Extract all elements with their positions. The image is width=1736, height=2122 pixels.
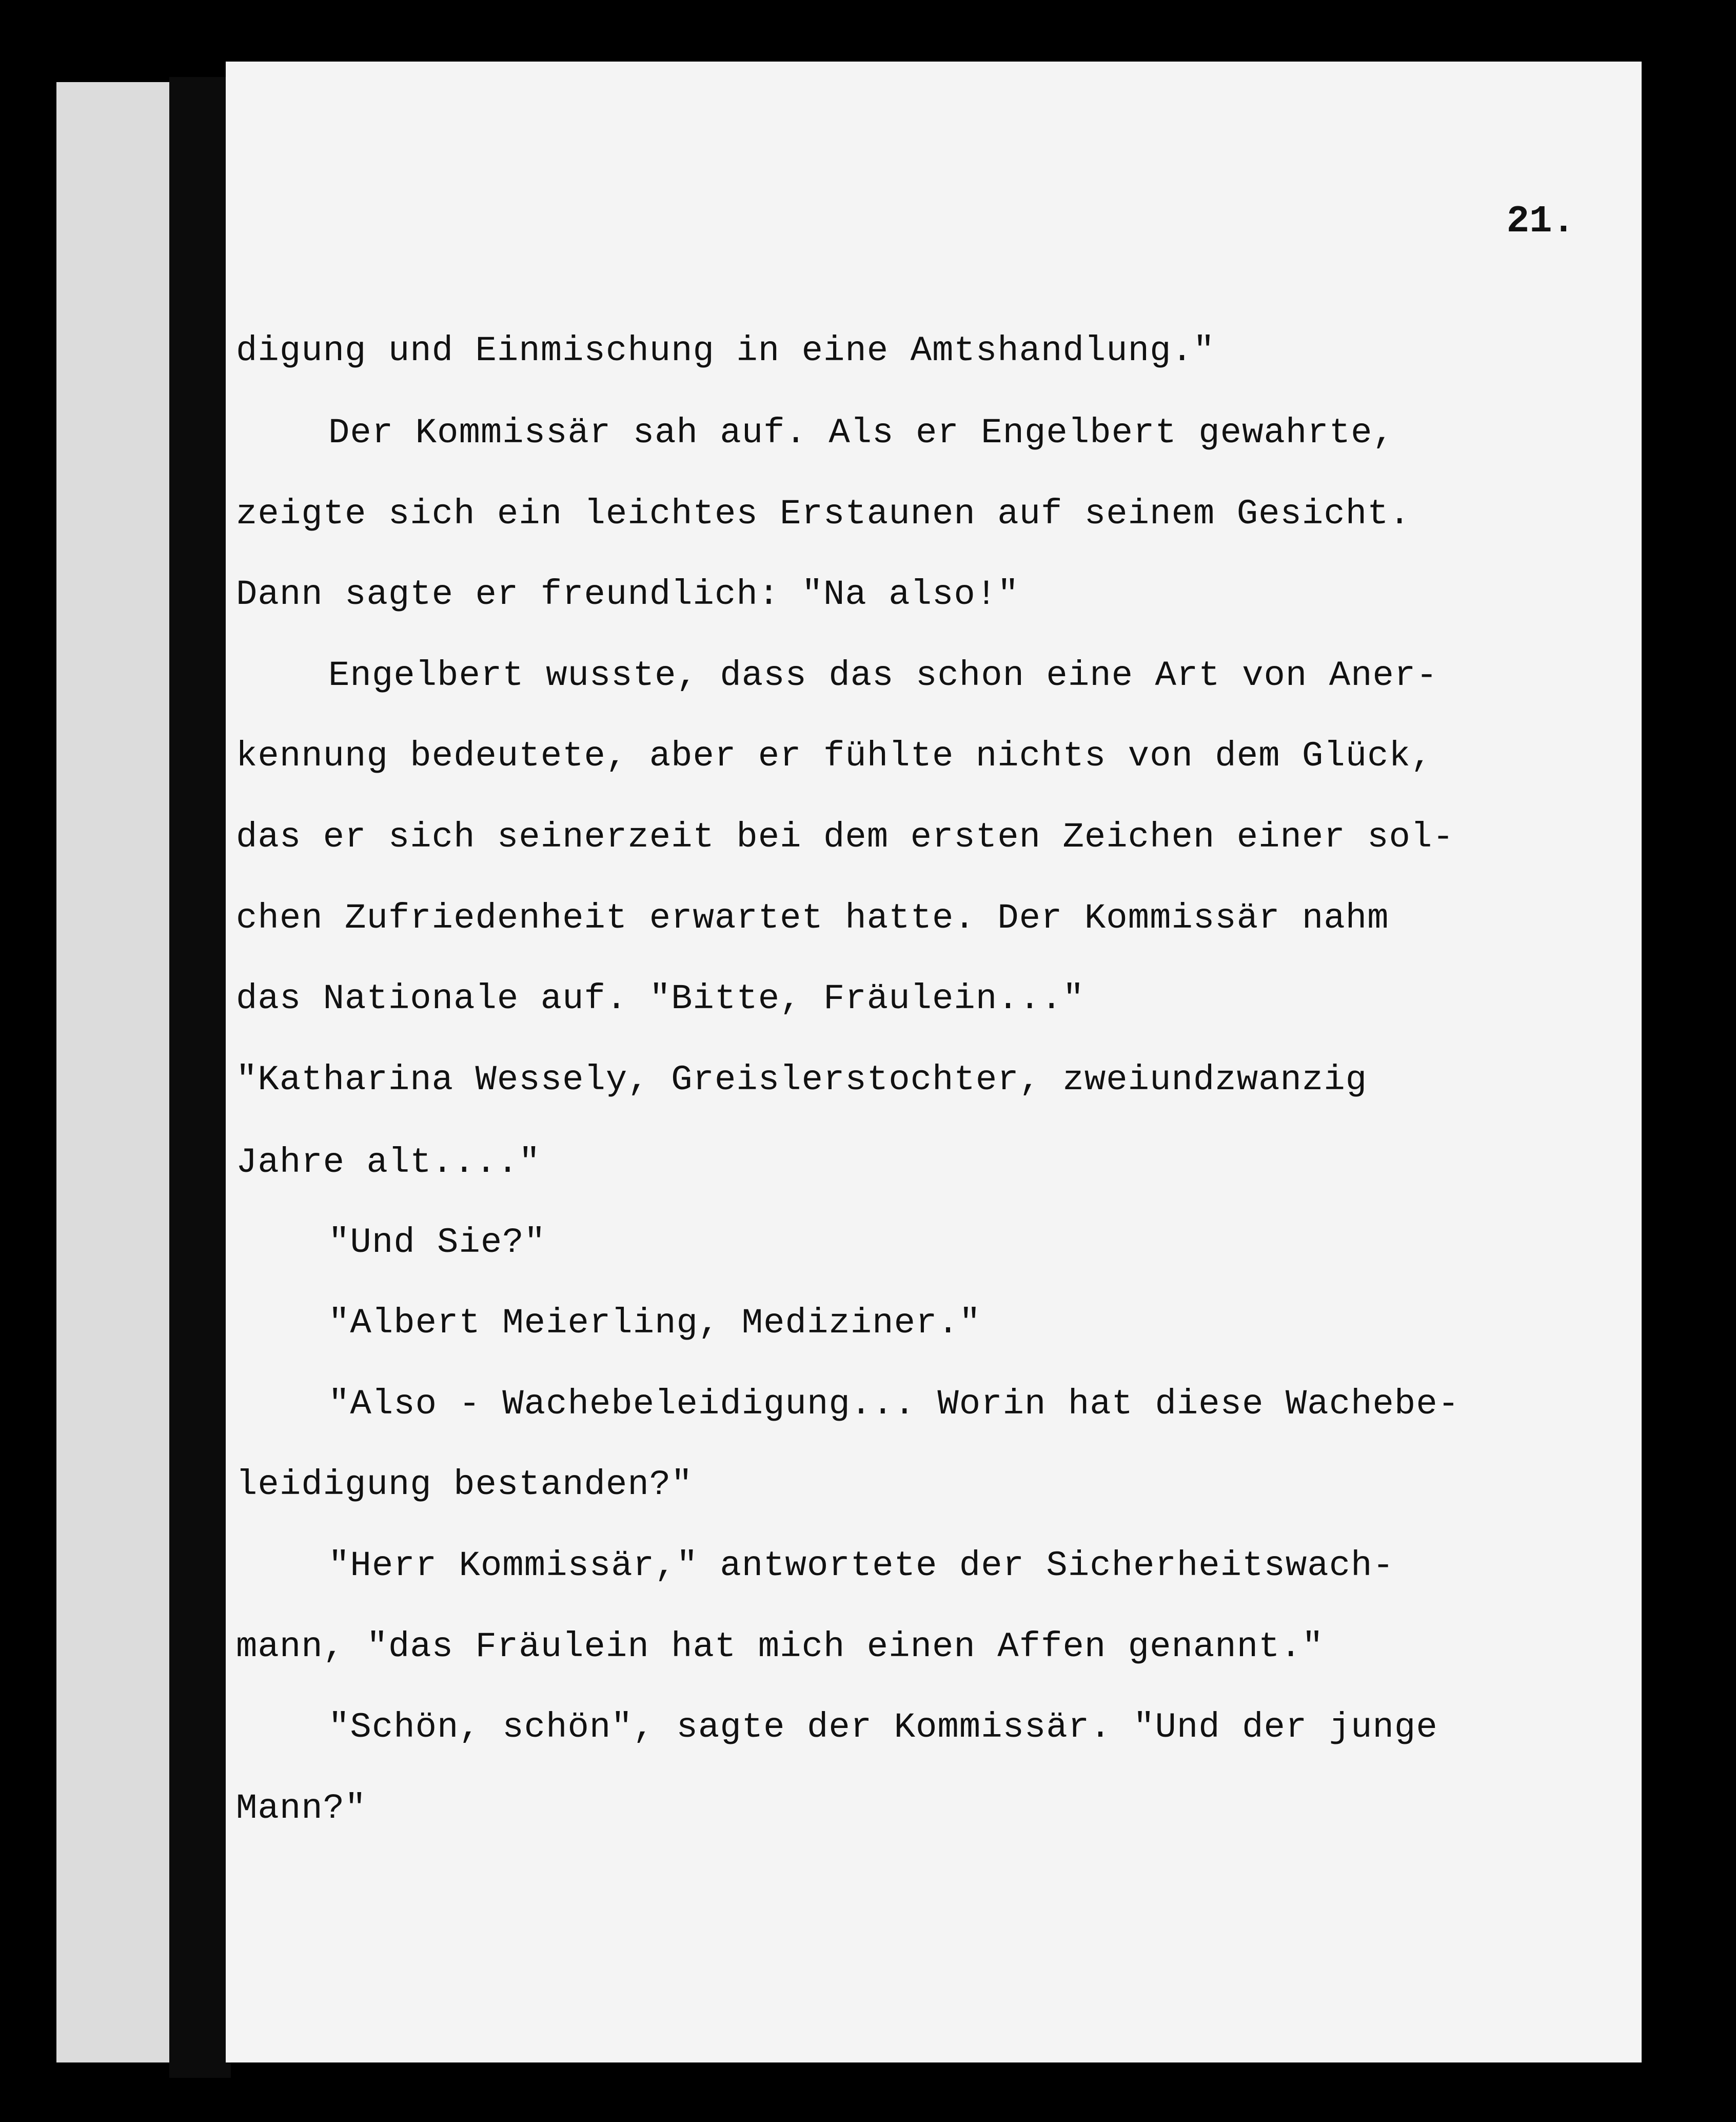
text-line: "Und Sie?" [328,1223,546,1263]
text-line: "Schön, schön", sagte der Kommissär. "Und der junge [328,1707,1438,1747]
text-line: "Also - Wachebeleidigung... Worin hat diese Wachebe- [328,1384,1460,1424]
text-line: das er sich seinerzeit bei dem ersten Zeichen einer sol- [236,817,1454,857]
text-line: mann, "das Fräulein hat mich einen Affen genannt." [236,1627,1324,1667]
text-line: Der Kommissär sah auf. Als er Engelbert gewahrte, [328,413,1394,453]
text-line: "Albert Meierling, Mediziner." [328,1303,981,1343]
page-spine-shadow [169,77,231,2078]
typewritten-page [226,62,1642,2062]
text-line: leidigung bestanden?" [236,1465,693,1505]
text-line: das Nationale auf. "Bitte, Fräulein..." [236,979,1084,1019]
text-line: zeigte sich ein leichtes Erstaunen auf seinem Gesicht. [236,494,1411,534]
text-line: "Katharina Wessely, Greislerstochter, zweiundzwanzig [236,1060,1368,1100]
text-line: Dann sagte er freundlich: "Na also!" [236,575,1019,615]
text-line: "Herr Kommissär," antwortete der Sicherheitswach- [328,1546,1394,1586]
page-number: 21. [1506,200,1575,243]
text-line: chen Zufriedenheit erwartet hatte. Der Kommissär nahm [236,898,1389,938]
text-line: Jahre alt...." [236,1143,541,1183]
text-line: digung und Einmischung in eine Amtshandlung." [236,331,1215,371]
text-line: Engelbert wusste, dass das schon eine Art von Aner- [328,656,1438,696]
text-line: kennung bedeutete, aber er fühlte nichts von dem Glück, [236,736,1433,776]
text-line: Mann?" [236,1789,367,1829]
